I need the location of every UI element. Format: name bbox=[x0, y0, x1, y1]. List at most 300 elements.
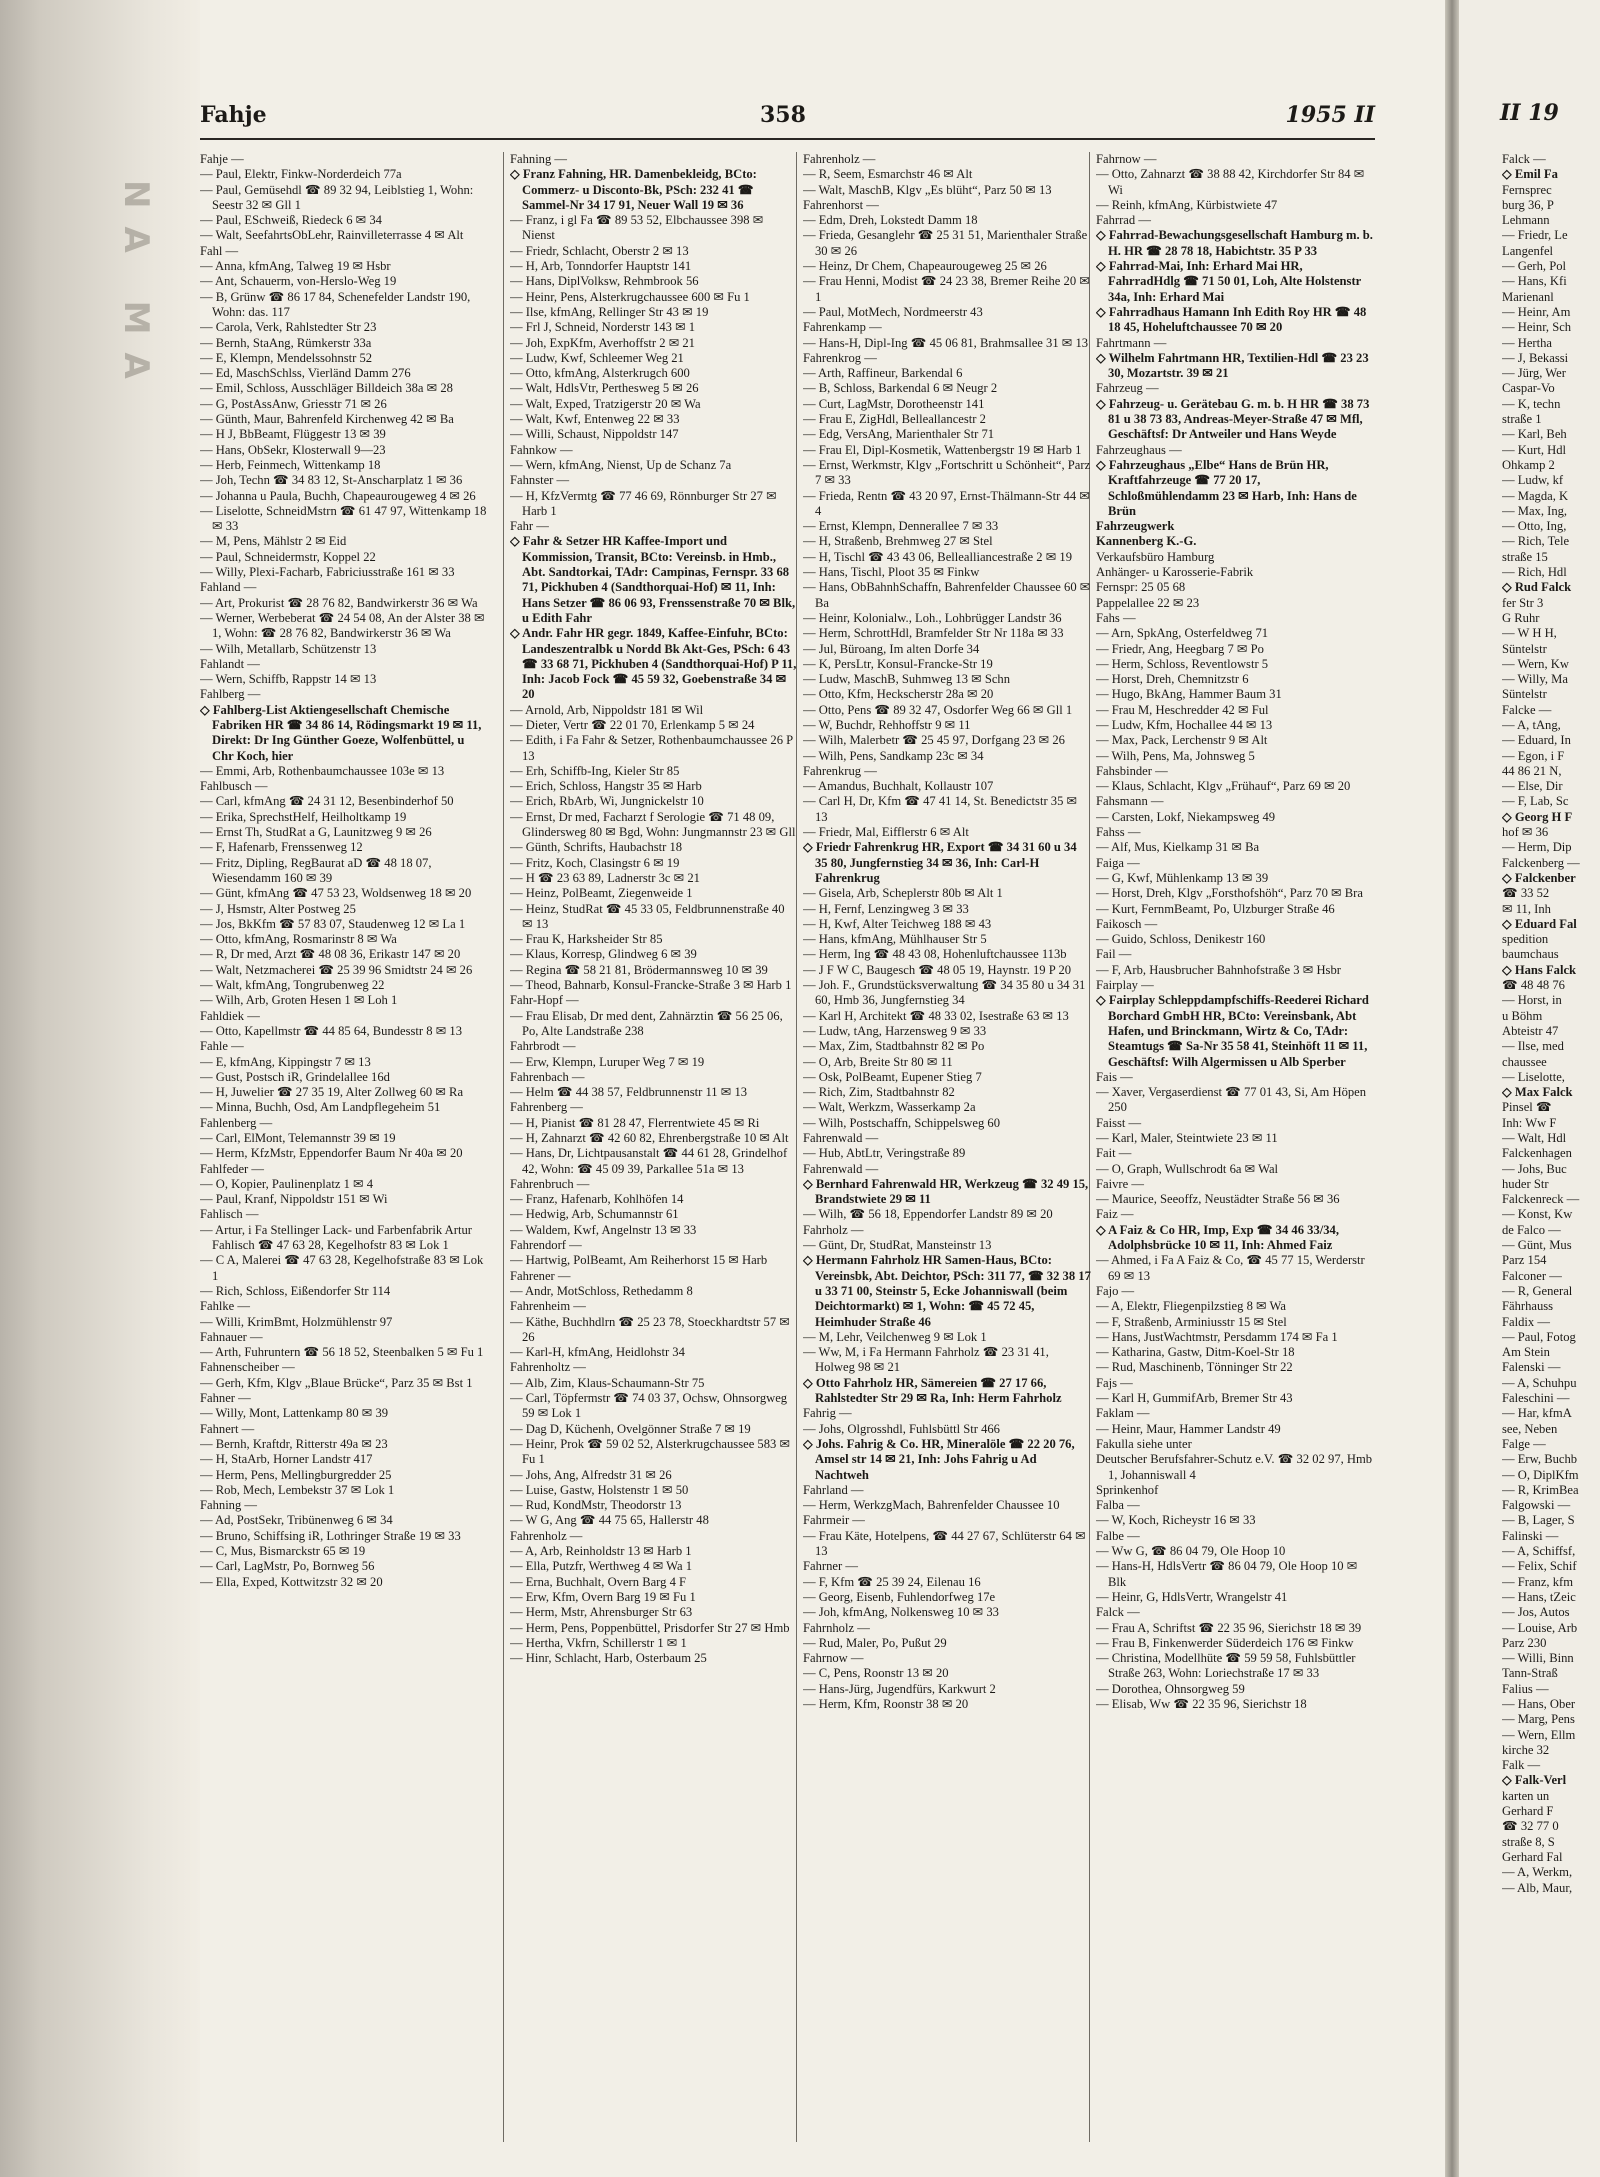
directory-entry: ☎ 33 52 bbox=[1502, 886, 1550, 901]
directory-entry: Falbe — bbox=[1096, 1528, 1140, 1543]
directory-entry: — Herm, WerkzgMach, Bahrenfelder Chaussee 10 bbox=[803, 1498, 1060, 1513]
directory-entry: — Horst, in bbox=[1502, 993, 1562, 1008]
directory-entry: — Ww, M, i Fa Hermann Fahrholz ☎ 23 31 41, Holweg 98 ✉ 21 bbox=[803, 1345, 1049, 1375]
directory-entry: — Frau Käte, Hotelpens, ☎ 44 27 67, Schlüterstr 64 ✉ 13 bbox=[803, 1528, 1086, 1559]
directory-entry: Fahrland — bbox=[803, 1482, 864, 1497]
directory-entry: — Johs, Ang, Alfredstr 31 ✉ 26 bbox=[510, 1467, 672, 1482]
directory-entry: — Ww G, ☎ 86 04 79, Ole Hoop 10 bbox=[1096, 1544, 1286, 1559]
directory-entry: — R, General bbox=[1502, 1283, 1573, 1298]
directory-entry: Fahlfeder — bbox=[200, 1161, 264, 1176]
book-gutter bbox=[1445, 0, 1459, 2177]
directory-entry: — Werner, Werbeberat ☎ 24 54 08, An der Alster 38 ✉ 1, Wohn: ☎ 28 76 82, Bandwirkerstr 36 ✉ Wa bbox=[200, 610, 485, 641]
directory-entry: — Edm, Dreh, Lokstedt Damm 18 bbox=[803, 213, 978, 228]
directory-entry: — Erna, Buchhalt, Overn Barg 4 F bbox=[510, 1574, 687, 1589]
directory-entry: Tann-Straß bbox=[1502, 1666, 1558, 1681]
directory-entry: — Jul, Büroang, Im alten Dorfe 34 bbox=[803, 641, 980, 656]
directory-entry: — Heinr, Kolonialw., Loh., Lohbrügger Landstr 36 bbox=[803, 610, 1062, 625]
directory-entry: Fahrnow — bbox=[1096, 152, 1157, 166]
directory-entry: — Rich, Tele bbox=[1502, 534, 1570, 549]
directory-entry: — Liselotte, SchneidMstrn ☎ 61 47 97, Wittenkamp 18 ✉ 33 bbox=[200, 503, 487, 534]
directory-entry: Fahrenkamp — bbox=[803, 320, 882, 335]
directory-entry: — Hans, DiplVolksw, Rehmbrook 56 bbox=[510, 274, 699, 289]
directory-entry: — Regina ☎ 58 21 81, Brödermannsweg 10 ✉ 39 bbox=[510, 962, 768, 977]
directory-entry: Falinski — bbox=[1502, 1528, 1559, 1543]
directory-entry: ◇ Fahrradhaus Hamann Inh Edith Roy HR ☎ 48 18 45, Hoheluftchaussee 70 ✉ 20 bbox=[1096, 304, 1367, 335]
directory-entry: — Walt, MaschB, Klgv „Es blüht“, Parz 50 ✉ 13 bbox=[803, 182, 1052, 197]
directory-entry: — Ed, MaschSchlss, Vierländ Damm 276 bbox=[200, 366, 411, 381]
directory-entry: Kannenberg K.-G. bbox=[1096, 534, 1197, 549]
directory-entry: — Waldem, Kwf, Angelnstr 13 ✉ 33 bbox=[510, 1222, 697, 1237]
directory-entry: Faleschini — bbox=[1502, 1391, 1570, 1406]
directory-entry: — Carl, Töpfermstr ☎ 74 03 37, Ochsw, Ohnsorgweg 59 ✉ Lok 1 bbox=[510, 1391, 788, 1421]
directory-entry: — Herm, KfzMstr, Eppendorfer Baum Nr 40a ✉ 20 bbox=[200, 1146, 463, 1161]
directory-entry: — Else, Dir bbox=[1502, 779, 1563, 794]
directory-entry: — W H H, bbox=[1502, 626, 1557, 641]
directory-entry: Fairplay — bbox=[1096, 978, 1154, 993]
directory-entry: — Andr, MotSchloss, Rethedamm 8 bbox=[510, 1283, 693, 1298]
directory-entry: — Otto, Zahnarzt ☎ 38 88 42, Kirchdorfer Str 84 ✉ Wi bbox=[1096, 167, 1365, 197]
directory-entry: ◇ Fahrzeughaus „Elbe“ Hans de Brün HR, Kraftfahrzeuge ☎ 77 20 17, Schloßmühlendamm 23 ✉ Harb, Inh: Hans de Brün bbox=[1096, 457, 1357, 518]
directory-entry: Fahning — bbox=[200, 1498, 258, 1513]
directory-entry: — Franz, i gl Fa ☎ 89 53 52, Elbchaussee 398 ✉ Nienst bbox=[510, 213, 764, 243]
directory-entry: — H, Arb, Tonndorfer Hauptstr 141 bbox=[510, 259, 692, 274]
directory-entry: Falenski — bbox=[1502, 1360, 1561, 1375]
directory-entry: — Magda, K bbox=[1502, 488, 1569, 503]
directory-entry: Süntelstr bbox=[1502, 641, 1547, 656]
directory-entry: — Georg, Eisenb, Fuhlendorfweg 17e bbox=[803, 1589, 996, 1604]
directory-entry: straße 8, S bbox=[1502, 1834, 1555, 1849]
header-year: 1955 II bbox=[1285, 102, 1375, 128]
directory-column-4 bbox=[1096, 152, 1374, 2142]
directory-entry: — Ludw, Kfm, Hochallee 44 ✉ 13 bbox=[1096, 717, 1273, 732]
directory-entry: — Franz, kfm bbox=[1502, 1574, 1573, 1589]
directory-entry: — Theod, Bahnarb, Konsul-Francke-Straße 3 ✉ Harb 1 bbox=[510, 978, 792, 993]
directory-entry: spedition bbox=[1502, 932, 1549, 947]
directory-entry: — Klaus, Korresp, Glindweg 6 ✉ 39 bbox=[510, 947, 697, 962]
directory-entry: — Heinr, Sch bbox=[1502, 320, 1572, 335]
directory-entry: — Otto, Ing, bbox=[1502, 519, 1567, 534]
directory-entry: — J F W C, Baugesch ☎ 48 05 19, Haynstr. 19 P 20 bbox=[803, 962, 1072, 977]
directory-entry: — Hans, kfmAng, Mühlhauser Str 5 bbox=[803, 932, 987, 947]
directory-entry: — Jos, BkKfm ☎ 57 83 07, Staudenweg 12 ✉ La 1 bbox=[200, 916, 466, 931]
directory-entry: — Ludw, Kwf, Schleemer Weg 21 bbox=[510, 350, 684, 365]
directory-entry: — Horst, Dreh, Chemnitzstr 6 bbox=[1096, 672, 1249, 687]
directory-entry: Fahrzeughaus — bbox=[1096, 442, 1182, 457]
directory-entry: — Hans-H, HdlsVertr ☎ 86 04 79, Ole Hoop 10 ✉ Blk bbox=[1096, 1559, 1358, 1589]
directory-entry: — Hartwig, PolBeamt, Am Reiherhorst 15 ✉ Harb bbox=[510, 1253, 768, 1268]
directory-entry: — Walt, Werkzm, Wasserkamp 2a bbox=[803, 1100, 976, 1115]
directory-entry: Pinsel ☎ bbox=[1502, 1100, 1552, 1115]
directory-entry: — Walt, HdlsVtr, Perthesweg 5 ✉ 26 bbox=[510, 381, 699, 396]
directory-entry: — Frau Elisab, Dr med dent, Zahnärztin ☎ 56 25 06, Po, Alte Landstraße 238 bbox=[510, 1008, 783, 1038]
directory-entry: — Alb, Zim, Klaus-Schaumann-Str 75 bbox=[510, 1375, 705, 1390]
directory-entry: — Dorothea, Ohnsorgweg 59 bbox=[1096, 1681, 1245, 1696]
directory-entry: — Carl H, Dr, Kfm ☎ 47 41 14, St. Benedictstr 35 ✉ 13 bbox=[803, 794, 1078, 824]
directory-entry: — R, Dr med, Arzt ☎ 48 08 36, Erikastr 147 ✉ 20 bbox=[200, 947, 461, 962]
directory-entry: — Gust, Postsch iR, Grindelallee 16d bbox=[200, 1069, 390, 1084]
directory-entry: — Friedr, Mal, Eifflerstr 6 ✉ Alt bbox=[803, 825, 969, 840]
directory-entry: — Paul, ESchweiß, Riedeck 6 ✉ 34 bbox=[200, 213, 382, 228]
directory-entry: — Günt, Mus bbox=[1502, 1238, 1572, 1253]
directory-entry: — Wilh, ☎ 56 18, Eppendorfer Landstr 89 ✉ 20 bbox=[803, 1207, 1053, 1222]
directory-entry: — Frieda, Rentn ☎ 43 20 97, Ernst-Thälmann-Str 44 ✉ 4 bbox=[803, 488, 1090, 518]
directory-entry: — E, Klempn, Mendelssohnstr 52 bbox=[200, 350, 373, 365]
directory-entry: — Ludw, kf bbox=[1502, 473, 1564, 488]
directory-entry: — Ernst Th, StudRat a G, Launitzweg 9 ✉ 26 bbox=[200, 825, 432, 840]
directory-entry: — Walt, SeefahrtsObLehr, Rainvilleterrasse 4 ✉ Alt bbox=[200, 228, 464, 243]
directory-entry: — B, Schloss, Barkendal 6 ✉ Neugr 2 bbox=[803, 381, 998, 396]
directory-entry: Falck — bbox=[1096, 1605, 1140, 1620]
directory-entry: — H, KfzVermtg ☎ 77 46 69, Rönnburger Str 27 ✉ Harb 1 bbox=[510, 488, 777, 518]
directory-entry: Fahrener — bbox=[510, 1268, 571, 1283]
directory-entry: — Willy, Mont, Lattenkamp 80 ✉ 39 bbox=[200, 1406, 389, 1421]
directory-entry: — Karl H, Architekt ☎ 48 33 02, Isestraße 63 ✉ 13 bbox=[803, 1008, 1069, 1023]
directory-entry: Faiga — bbox=[1096, 855, 1140, 870]
directory-entry: — Erw, Buchb bbox=[1502, 1452, 1578, 1467]
directory-entry: — Herm, Mstr, Ahrensburger Str 63 bbox=[510, 1605, 693, 1620]
directory-entry: — Willy, Plexi-Facharb, Fabriciusstraße 161 ✉ 33 bbox=[200, 565, 455, 580]
directory-entry: — Wilh, Malerbetr ☎ 25 45 97, Dorfgang 23 ✉ 26 bbox=[803, 733, 1065, 748]
directory-entry: Fahrnow — bbox=[803, 1651, 864, 1666]
directory-entry: — Max, Zim, Stadtbahnstr 82 ✉ Po bbox=[803, 1039, 985, 1054]
directory-entry: — Hans, ObSekr, Klosterwall 9—23 bbox=[200, 442, 386, 457]
directory-entry: — Erich, Schloss, Hangstr 35 ✉ Harb bbox=[510, 779, 702, 794]
directory-entry: — F, Straßenb, Arminiusstr 15 ✉ Stel bbox=[1096, 1314, 1287, 1329]
directory-entry: — Liselotte, bbox=[1502, 1069, 1565, 1084]
directory-entry: — Frieda, Gesanglehr ☎ 25 31 51, Marienthaler Straße 30 ✉ 26 bbox=[803, 228, 1088, 258]
directory-entry: — Walt, Netzmacherei ☎ 25 39 96 Smidtstr 24 ✉ 26 bbox=[200, 962, 473, 977]
directory-entry: — Elisab, Ww ☎ 22 35 96, Sierichstr 18 bbox=[1096, 1696, 1307, 1711]
directory-entry: — Frau M, Heschredder 42 ✉ Ful bbox=[1096, 702, 1269, 717]
directory-entry: Fahsmann — bbox=[1096, 794, 1164, 809]
directory-entry: Falconer — bbox=[1502, 1268, 1562, 1283]
directory-entry: — Carl, kfmAng ☎ 24 31 12, Besenbinderhof 50 bbox=[200, 794, 454, 809]
directory-entry: — Johs, Olgrosshdl, Fuhlsbüttl Str 466 bbox=[803, 1421, 1000, 1436]
directory-entry: — Hinr, Schlacht, Harb, Osterbaum 25 bbox=[510, 1651, 707, 1666]
directory-entry: Fahrenbach — bbox=[510, 1069, 585, 1084]
directory-entry: Fahrenberg — bbox=[510, 1100, 583, 1115]
directory-entry: — Xaver, Vergaserdienst ☎ 77 01 43, Si, Am Höpen 250 bbox=[1096, 1085, 1367, 1115]
directory-entry: Fahss — bbox=[1096, 825, 1141, 840]
directory-entry: Fahlenberg — bbox=[200, 1115, 273, 1130]
directory-entry: — Ernst, Klempn, Dennerallee 7 ✉ 33 bbox=[803, 519, 999, 534]
directory-entry: Fahlke — bbox=[200, 1299, 251, 1314]
directory-entry: Fajs — bbox=[1096, 1375, 1133, 1390]
directory-entry: Süntelstr bbox=[1502, 687, 1547, 702]
directory-entry: — Rich, Hdl bbox=[1502, 565, 1567, 580]
directory-entry: — Art, Prokurist ☎ 28 76 82, Bandwirkerstr 36 ✉ Wa bbox=[200, 595, 478, 610]
right-page-column bbox=[1502, 152, 1600, 2142]
directory-entry: ◇ Hans Falck bbox=[1502, 962, 1577, 977]
directory-entry: Fahl — bbox=[200, 243, 239, 258]
directory-entry: burg 36, P bbox=[1502, 197, 1554, 212]
directory-entry: Fahle — bbox=[200, 1039, 244, 1054]
directory-entry: — R, Seem, Esmarchstr 46 ✉ Alt bbox=[803, 167, 973, 182]
directory-entry: — Hugo, BkAng, Hammer Baum 31 bbox=[1096, 687, 1282, 702]
directory-column-1 bbox=[200, 152, 488, 2142]
directory-entry: — Kurt, Hdl bbox=[1502, 442, 1567, 457]
directory-entry: Fahr-Hopf — bbox=[510, 993, 579, 1008]
directory-entry: Fahs — bbox=[1096, 610, 1136, 625]
directory-entry: — Gerh, Kfm, Klgv „Blaue Brücke“, Parz 35 ✉ Bst 1 bbox=[200, 1375, 473, 1390]
directory-entry: — Karl H, GummifArb, Bremer Str 43 bbox=[1096, 1391, 1293, 1406]
directory-entry: — Joh, Techn ☎ 34 83 12, St-Anscharplatz 1 ✉ 36 bbox=[200, 473, 463, 488]
directory-entry: — Carola, Verk, Rahlstedter Str 23 bbox=[200, 320, 377, 335]
directory-entry: — Jos, Autos bbox=[1502, 1605, 1570, 1620]
directory-entry: ◇ Falckenber bbox=[1502, 870, 1576, 885]
directory-entry: Fahrzeug — bbox=[1096, 381, 1159, 396]
directory-entry: — Frau El, Dipl-Kosmetik, Wattenbergstr 19 ✉ Harb 1 bbox=[803, 442, 1082, 457]
directory-entry: Fahrzeugwerk bbox=[1096, 519, 1175, 534]
directory-entry: Fahnenscheiber — bbox=[200, 1360, 295, 1375]
directory-entry: — Ad, PostSekr, Tribünenweg 6 ✉ 34 bbox=[200, 1513, 393, 1528]
directory-entry: — Herm, Pens, Poppenbüttel, Prisdorfer Str 27 ✉ Hmb bbox=[510, 1620, 790, 1635]
directory-entry: — H J, BbBeamt, Flüggestr 13 ✉ 39 bbox=[200, 427, 386, 442]
directory-entry: — Walt, kfmAng, Tongrubenweg 22 bbox=[200, 978, 385, 993]
directory-entry: Fahrner — bbox=[803, 1559, 858, 1574]
directory-entry: — Herb, Feinmech, Wittenkamp 18 bbox=[200, 457, 381, 472]
directory-entry: ◇ Franz Fahning, HR. Damenbekleidg, BCto: Commerz- u Disconto-Bk, PSch: 232 41 ☎ Sammel-Nr 34 17 91, Neuer Wall 19 ✉ 36 bbox=[510, 167, 757, 212]
directory-entry: karten un bbox=[1502, 1788, 1550, 1803]
header-title: Fahje bbox=[200, 102, 267, 128]
directory-entry: — Arth, Fuhruntern ☎ 56 18 52, Steenbalken 5 ✉ Fu 1 bbox=[200, 1345, 484, 1360]
directory-entry: — Hub, AbtLtr, Veringstraße 89 bbox=[803, 1146, 966, 1161]
directory-entry: ◇ Max Falck bbox=[1502, 1085, 1573, 1100]
directory-entry: — Otto, Pens ☎ 89 32 47, Osdorfer Weg 66 ✉ Gll 1 bbox=[803, 702, 1073, 717]
directory-entry: Am Stein bbox=[1502, 1345, 1550, 1360]
directory-entry: ◇ Eduard Fal bbox=[1502, 916, 1577, 931]
directory-entry: chaussee bbox=[1502, 1054, 1547, 1069]
directory-entry: de Falco — bbox=[1502, 1222, 1561, 1237]
directory-entry: — W, Koch, Richeystr 16 ✉ 33 bbox=[1096, 1513, 1256, 1528]
directory-entry: — Minna, Buchh, Osd, Am Landpflegeheim 51 bbox=[200, 1100, 441, 1115]
directory-entry: Faivre — bbox=[1096, 1176, 1144, 1191]
directory-entry: huder Str bbox=[1502, 1176, 1549, 1191]
directory-entry: — Willi, Binn bbox=[1502, 1651, 1574, 1666]
directory-entry: — Hans-H, Dipl-Ing ☎ 45 06 81, Brahmsallee 31 ✉ 13 bbox=[803, 335, 1089, 350]
directory-entry: — W G, Ang ☎ 44 75 65, Hallerstr 48 bbox=[510, 1513, 709, 1528]
directory-entry: — Walt, Exped, Tratzigerstr 20 ✉ Wa bbox=[510, 396, 701, 411]
directory-entry: Fahrenkrog — bbox=[803, 350, 877, 365]
directory-entry: — Alf, Mus, Kielkamp 31 ✉ Ba bbox=[1096, 840, 1260, 855]
directory-entry: Fernspr: 25 05 68 bbox=[1096, 580, 1186, 595]
directory-entry: ◇ Falk-Verl bbox=[1502, 1773, 1567, 1788]
directory-entry: Fahrenhorst — bbox=[803, 197, 879, 212]
directory-entry: Falckenberg — bbox=[1502, 855, 1580, 870]
directory-entry: — Ella, Putzfr, Werthweg 4 ✉ Wa 1 bbox=[510, 1559, 693, 1574]
directory-entry: Fahrrad — bbox=[1096, 213, 1151, 228]
directory-entry: Fahlbusch — bbox=[200, 779, 268, 794]
directory-entry: — Otto, kfmAng, Alsterkrugch 600 bbox=[510, 366, 690, 381]
directory-entry: Fais — bbox=[1096, 1069, 1133, 1084]
directory-entry: — Willy, Ma bbox=[1502, 672, 1568, 687]
directory-entry: — G, PostAssAnw, Griesstr 71 ✉ 26 bbox=[200, 396, 387, 411]
directory-entry: — Horst, Dreh, Klgv „Forsthofshöh“, Parz 70 ✉ Bra bbox=[1096, 886, 1363, 901]
directory-entry: — Arth, Raffineur, Barkendal 6 bbox=[803, 366, 963, 381]
directory-entry: kirche 32 bbox=[1502, 1742, 1550, 1757]
directory-entry: ◇ Hermann Fahrholz HR Samen-Haus, BCto: Vereinsbk, Abt. Deichtor, PSch: 311 77, ☎ 32 38 17 u 33 71 00, Steinstr 5, Ecke Johanniswall (beim Deichtormarkt) ✉ 1, Wohn: ☎ 45 72 45, Heimhuder Straße 46 bbox=[803, 1253, 1091, 1329]
directory-entry: — Heinz, Dr Chem, Chapeaurougeweg 25 ✉ 26 bbox=[803, 259, 1047, 274]
directory-entry: — O, Kopier, Paulinenplatz 1 ✉ 4 bbox=[200, 1176, 374, 1191]
directory-entry: Fahrmeir — bbox=[803, 1513, 865, 1528]
directory-entry: — J, Hsmstr, Alter Postweg 25 bbox=[200, 901, 356, 916]
directory-entry: straße 15 bbox=[1502, 549, 1548, 564]
page-left-edge bbox=[0, 0, 200, 2177]
directory-entry: — H, Fernf, Lenzingweg 3 ✉ 33 bbox=[803, 901, 969, 916]
directory-entry: Parz 154 bbox=[1502, 1253, 1547, 1268]
directory-entry: — J, Bekassi bbox=[1502, 350, 1569, 365]
directory-entry: — Joh, ExpKfm, Averhoffstr 2 ✉ 21 bbox=[510, 335, 695, 350]
directory-entry: — Artur, i Fa Stellinger Lack- und Farbenfabrik Artur Fahlisch ☎ 47 63 28, Kegelhofstr 83 ✉ Lok 1 bbox=[200, 1222, 472, 1253]
directory-entry: — Hertha bbox=[1502, 335, 1553, 350]
directory-entry: — Ella, Exped, Kottwitzstr 32 ✉ 20 bbox=[200, 1574, 383, 1589]
directory-entry: Fakulla siehe unter bbox=[1096, 1436, 1192, 1451]
directory-entry: — C, Pens, Roonstr 13 ✉ 20 bbox=[803, 1666, 949, 1681]
directory-entry: Faiz — bbox=[1096, 1207, 1134, 1222]
directory-entry: ◇ Georg H F bbox=[1502, 809, 1573, 824]
directory-entry: Fahland — bbox=[200, 580, 257, 595]
directory-entry: Falk — bbox=[1502, 1758, 1541, 1773]
directory-entry: Falgowski — bbox=[1502, 1498, 1571, 1513]
directory-entry: — Friedr, Le bbox=[1502, 228, 1568, 243]
directory-entry: — M, Lehr, Veilchenweg 9 ✉ Lok 1 bbox=[803, 1329, 987, 1344]
directory-entry: — Hans, Kfi bbox=[1502, 274, 1567, 289]
directory-entry: — Friedr, Ang, Heegbarg 7 ✉ Po bbox=[1096, 641, 1264, 656]
directory-entry: — Marg, Pens bbox=[1502, 1712, 1575, 1727]
directory-entry: Fahner — bbox=[200, 1391, 251, 1406]
directory-entry: ◇ A Faiz & Co HR, Imp, Exp ☎ 34 46 33/34, Adolphsbrücke 10 ✉ 11, Inh: Ahmed Faiz bbox=[1096, 1222, 1339, 1253]
directory-entry: — Erh, Schiffb-Ing, Kieler Str 85 bbox=[510, 763, 680, 778]
directory-entry: Fährhauss bbox=[1502, 1299, 1554, 1314]
directory-entry: — H ☎ 23 63 89, Ladnerstr 3c ✉ 21 bbox=[510, 870, 700, 885]
directory-entry: — Ilse, kfmAng, Rellinger Str 43 ✉ 19 bbox=[510, 304, 709, 319]
directory-entry: — Wilh, Pens, Ma, Johnsweg 5 bbox=[1096, 748, 1255, 763]
directory-entry: u Böhm bbox=[1502, 1008, 1543, 1023]
directory-entry: — Osk, PolBeamt, Eupener Stieg 7 bbox=[803, 1069, 982, 1084]
column-rule bbox=[503, 152, 504, 2142]
right-page-header: II 19 bbox=[1500, 100, 1559, 126]
directory-entry: — Ernst, Dr med, Facharzt f Serologie ☎ 71 48 09, Glindersweg 80 ✉ Bgd, Wohn: Jungmannstr 23 ✉ Gll bbox=[510, 809, 796, 840]
directory-entry: ☎ 32 77 0 bbox=[1502, 1819, 1559, 1834]
directory-entry: ◇ Rud Falck bbox=[1502, 580, 1572, 595]
directory-entry: Fahrtmann — bbox=[1096, 335, 1167, 350]
directory-entry: Fahrenheim — bbox=[510, 1299, 586, 1314]
directory-entry: — Ilse, med bbox=[1502, 1039, 1564, 1054]
directory-entry: — Carsten, Lokf, Niekampsweg 49 bbox=[1096, 809, 1276, 824]
directory-entry: Faikosch — bbox=[1096, 916, 1158, 931]
directory-entry: — Helm ☎ 44 38 57, Feldbrunnenstr 11 ✉ 13 bbox=[510, 1085, 748, 1100]
directory-entry: — Felix, Schif bbox=[1502, 1559, 1577, 1574]
directory-entry: — F, Kfm ☎ 25 39 24, Eilenau 16 bbox=[803, 1574, 981, 1589]
directory-entry: — Paul, Gemüsehdl ☎ 89 32 94, Leiblstieg 1, Wohn: Seestr 32 ✉ Gll 1 bbox=[200, 182, 474, 212]
edge-letters: NA MA bbox=[116, 180, 156, 397]
directory-entry: — Hedwig, Arb, Schumannstr 61 bbox=[510, 1207, 679, 1222]
directory-entry: — Hans, ObBahnhSchaffn, Bahrenfelder Chaussee 60 ✉ Ba bbox=[803, 580, 1091, 610]
directory-entry: — H, StaArb, Horner Landstr 417 bbox=[200, 1452, 373, 1467]
directory-entry: — Frau Henni, Modist ☎ 24 23 38, Bremer Reihe 20 ✉ 1 bbox=[803, 274, 1090, 304]
directory-entry: Fajo — bbox=[1096, 1283, 1135, 1298]
directory-entry: Fahrenholz — bbox=[510, 1528, 583, 1543]
directory-entry: — C, Mus, Bismarckstr 65 ✉ 19 bbox=[200, 1544, 366, 1559]
directory-entry: — Walt, Hdl bbox=[1502, 1131, 1567, 1145]
directory-entry: — Wilh, Arb, Groten Hesen 1 ✉ Loh 1 bbox=[200, 993, 398, 1008]
directory-entry: — Hans, Tischl, Ploot 35 ✉ Finkw bbox=[803, 565, 980, 580]
directory-entry: Fernsprec bbox=[1502, 182, 1552, 197]
directory-entry: — A, Schuhpu bbox=[1502, 1375, 1577, 1390]
directory-entry: — B, Grünw ☎ 86 17 84, Schenefelder Landstr 190, Wohn: das. 117 bbox=[200, 289, 471, 319]
directory-entry: — Joh. F., Grundstücksverwaltung ☎ 34 35 80 u 34 31 60, Hmb 36, Jungfernstieg 34 bbox=[803, 978, 1086, 1008]
directory-entry: Fahje — bbox=[200, 152, 244, 166]
directory-entry: — Wern, kfmAng, Nienst, Up de Schanz 7a bbox=[510, 457, 732, 472]
directory-entry: — H, Kwf, Alter Teichweg 188 ✉ 43 bbox=[803, 916, 992, 931]
directory-entry: — R, KrimBea bbox=[1502, 1482, 1579, 1497]
directory-entry: Marienanl bbox=[1502, 289, 1554, 304]
directory-entry: — B, Lager, S bbox=[1502, 1513, 1575, 1528]
directory-entry: — Karl, Beh bbox=[1502, 427, 1567, 442]
directory-entry: — Erich, RbArb, Wi, Jungnickelstr 10 bbox=[510, 794, 704, 809]
directory-entry: Fahr — bbox=[510, 519, 549, 534]
directory-entry: — Rud, Maschinenb, Tönninger Str 22 bbox=[1096, 1360, 1293, 1375]
directory-entry: — Wern, Kw bbox=[1502, 656, 1569, 671]
directory-entry: — Maurice, Seeoffz, Neustädter Straße 56 ✉ 36 bbox=[1096, 1192, 1340, 1207]
directory-entry: Fahrenwald — bbox=[803, 1161, 879, 1176]
directory-entry: straße 1 bbox=[1502, 412, 1542, 427]
directory-entry: — Herm, Dip bbox=[1502, 840, 1572, 855]
directory-entry: — Gisela, Arb, Scheplerstr 80b ✉ Alt 1 bbox=[803, 886, 1003, 901]
directory-entry: Fahnster — bbox=[510, 473, 570, 488]
directory-entry: — Katharina, Gastw, Ditm-Koel-Str 18 bbox=[1096, 1345, 1295, 1360]
directory-entry: — Guido, Schloss, Denikestr 160 bbox=[1096, 932, 1266, 947]
directory-entry: — Herm, Pens, Mellingburgredder 25 bbox=[200, 1467, 392, 1482]
directory-entry: Faldix — bbox=[1502, 1314, 1550, 1329]
directory-entry: — Kurt, FernmBeamt, Po, Ulzburger Straße 46 bbox=[1096, 901, 1335, 916]
page-header bbox=[200, 100, 1375, 140]
directory-entry: — Günth, Maur, Bahrenfeld Kirchenweg 42 ✉ Ba bbox=[200, 412, 454, 427]
directory-entry: — Fritz, Dipling, RegBaurat aD ☎ 48 18 07, Wiesendamm 160 ✉ 39 bbox=[200, 855, 432, 885]
directory-entry: — H, Straßenb, Brehmweg 27 ✉ Stel bbox=[803, 534, 993, 549]
directory-entry: — K, techn bbox=[1502, 396, 1561, 411]
directory-entry: — Amandus, Buchhalt, Kollaustr 107 bbox=[803, 779, 994, 794]
directory-entry: — Heinr, G, HdlsVertr, Wrangelstr 41 bbox=[1096, 1589, 1288, 1604]
directory-entry: — Bernh, Kraftdr, Ritterstr 49a ✉ 23 bbox=[200, 1436, 388, 1451]
directory-entry: — Frau K, Harksheider Str 85 bbox=[510, 932, 663, 947]
directory-entry: — A, Arb, Reinholdstr 13 ✉ Harb 1 bbox=[510, 1544, 692, 1559]
directory-entry: Falck — bbox=[1502, 152, 1546, 166]
directory-entry: — Heinr, Pens, Alsterkrugchaussee 600 ✉ Fu 1 bbox=[510, 289, 750, 304]
directory-entry: — Willi, KrimBmt, Holzmühlenstr 97 bbox=[200, 1314, 393, 1329]
directory-entry: — Wilh, Pens, Sandkamp 23c ✉ 34 bbox=[803, 748, 984, 763]
directory-entry: — Herm, Kfm, Roonstr 38 ✉ 20 bbox=[803, 1696, 969, 1711]
directory-entry: ◇ Bernhard Fahrenwald HR, Werkzeug ☎ 32 49 15, Brandstwiete 29 ✉ 11 bbox=[803, 1176, 1089, 1207]
directory-entry: — Curt, LagMstr, Dorotheenstr 141 bbox=[803, 396, 985, 411]
directory-entry: Fahrendorf — bbox=[510, 1238, 582, 1253]
directory-entry: — Günt, kfmAng ☎ 47 53 23, Woldsenweg 18 ✉ 20 bbox=[200, 886, 472, 901]
directory-entry: — C A, Malerei ☎ 47 63 28, Kegelhofstraße 83 ✉ Lok 1 bbox=[200, 1253, 484, 1283]
directory-entry: — Karl, Maler, Steintwiete 23 ✉ 11 bbox=[1096, 1131, 1278, 1145]
directory-entry: — Hans, JustWachtmstr, Persdamm 174 ✉ Fa 1 bbox=[1096, 1329, 1338, 1344]
directory-entry: — Rud, KondMstr, Theodorstr 13 bbox=[510, 1498, 682, 1513]
directory-entry: Fahnauer — bbox=[200, 1329, 263, 1344]
directory-entry: — Günth, Schrifts, Haubachstr 18 bbox=[510, 840, 683, 855]
directory-entry: — Willi, Schaust, Nippoldstr 147 bbox=[510, 427, 679, 442]
directory-entry: Fahlberg — bbox=[200, 687, 261, 702]
directory-entry: Gerhard Fal bbox=[1502, 1849, 1563, 1864]
directory-entry: Fahrbrodt — bbox=[510, 1039, 576, 1054]
directory-entry: — W, Buchdr, Rehhoffstr 9 ✉ 11 bbox=[803, 717, 971, 732]
directory-entry: — H, Pianist ☎ 81 28 47, Flerrentwiete 45 ✉ Ri bbox=[510, 1115, 760, 1130]
directory-entry: — Frl J, Schneid, Norderstr 143 ✉ 1 bbox=[510, 320, 696, 335]
directory-entry: — Edith, i Fa Fahr & Setzer, Rothenbaumchaussee 26 P 13 bbox=[510, 733, 793, 763]
